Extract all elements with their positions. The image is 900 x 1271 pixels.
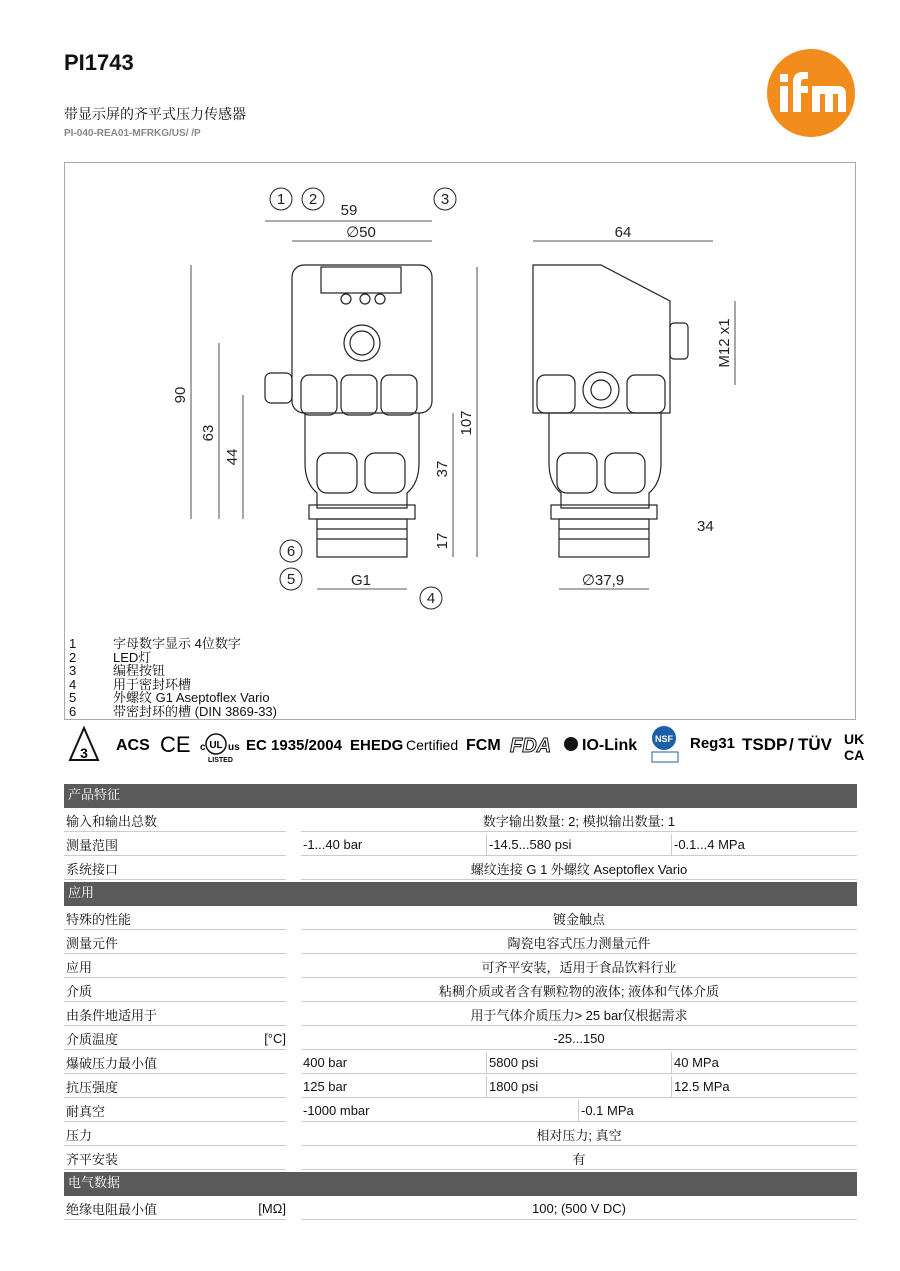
callout-3: 3 <box>440 191 450 208</box>
table-row: 输入和输出总数 数字输出数量: 2; 模拟输出数量: 1 <box>64 810 857 832</box>
specs-table <box>64 784 857 1222</box>
legend-row: 5 外螺纹 G1 Aseptoflex Vario <box>69 690 270 706</box>
table-row: 特殊的性能 镀金触点 <box>64 908 857 930</box>
dimension-drawing <box>64 162 856 720</box>
m12-connector-front <box>265 373 292 403</box>
dim-17: 17 <box>434 532 451 550</box>
reg31-logo: Reg31 <box>690 735 736 752</box>
ehedg-logo: EHEDG <box>350 737 404 754</box>
ukca-icon <box>844 731 864 763</box>
ifm-logo <box>766 48 856 138</box>
svg-text:IO-Link: IO-Link <box>582 737 638 754</box>
dim-g1: G1 <box>350 572 372 589</box>
table-row: 齐平安装 有 <box>64 1148 857 1170</box>
table-row: 介质温度 [°C] -25...150 <box>64 1028 857 1050</box>
table-row: 压力 相对压力; 真空 <box>64 1124 857 1146</box>
dim-m12: M12 x1 <box>716 318 733 368</box>
svg-text:us: us <box>228 742 240 753</box>
fda-logo: FDA <box>510 735 552 757</box>
table-row: 介质 粘稠介质或者含有颗粒物的液体; 液体和气体介质 <box>64 980 857 1002</box>
acs-logo: ACS <box>116 737 150 754</box>
tsdp-logo: TSDP <box>742 735 788 754</box>
dim-64: 64 <box>614 224 632 241</box>
table-row: 由条件地适用于 用于气体介质压力> 25 bar仅根据需求 <box>64 1004 857 1026</box>
svg-text:UK: UK <box>844 731 865 747</box>
dim-50: ∅50 <box>346 224 376 241</box>
dim-90: 90 <box>172 386 189 404</box>
side-housing <box>533 265 670 413</box>
product-subtitle: 带显示屏的齐平式压力传感器 <box>64 107 246 123</box>
legend-row: 6 带密封环的槽 (DIN 3869-33) <box>69 703 277 719</box>
svg-text:UL: UL <box>209 740 223 751</box>
table-row: 测量元件 陶瓷电容式压力测量元件 <box>64 932 857 954</box>
dim-37-9: ∅37,9 <box>581 572 625 589</box>
table-row: 应用 可齐平安装，适用于食品饮料行业 <box>64 956 857 978</box>
dim-63: 63 <box>200 424 217 442</box>
drawing-legend <box>69 637 277 719</box>
svg-text:c: c <box>200 742 206 753</box>
display-window <box>321 267 401 293</box>
table-row: 系统接口 螺纹连接 G 1 外螺纹 Aseptoflex Vario <box>64 858 857 880</box>
slash-mark: / <box>789 735 794 754</box>
ehedg-certified: Certified <box>406 737 459 753</box>
certification-logos <box>64 724 876 772</box>
3a-icon <box>70 728 98 761</box>
page-title: PI1743 <box>64 50 134 75</box>
legend-row: 3 编程按钮 <box>69 663 166 679</box>
callout-1: 1 <box>276 191 286 208</box>
ec-regulation: EC 1935/2004 <box>246 737 342 754</box>
svg-text:3: 3 <box>80 745 88 761</box>
article-number: PI-040-REA01-MFRKG/US/ /P <box>64 128 201 139</box>
nsf-icon <box>652 726 678 762</box>
section-header-electrical: 电气数据 <box>64 1172 857 1196</box>
table-row: 爆破压力最小值 400 bar 5800 psi 40 MPa <box>64 1052 857 1074</box>
dim-59: 59 <box>340 202 358 219</box>
svg-text:LISTED: LISTED <box>208 757 233 764</box>
legend-row: 2 LED灯 <box>69 649 152 665</box>
section-header-application: 应用 <box>64 882 857 906</box>
ce-logo: CE <box>160 732 191 757</box>
section-header-features: 产品特征 <box>64 784 857 808</box>
callout-6: 6 <box>286 543 296 560</box>
svg-text:NSF: NSF <box>655 734 673 744</box>
io-link-icon <box>564 737 637 754</box>
ul-listed-icon <box>200 734 240 764</box>
svg-text:CA: CA <box>844 747 865 763</box>
callout-2: 2 <box>308 191 318 208</box>
dim-107: 107 <box>458 410 475 436</box>
dim-37: 37 <box>434 460 451 478</box>
fcm-logo: FCM <box>466 737 501 754</box>
table-row: 抗压强度 125 bar 1800 psi 12.5 MPa <box>64 1076 857 1098</box>
legend-row: 4 用于密封环槽 <box>69 676 192 692</box>
table-row: 绝缘电阻最小值 [MΩ] 100; (500 V DC) <box>64 1198 857 1220</box>
table-row: 耐真空 -1000 mbar -0.1 MPa <box>64 1100 857 1122</box>
tuv-logo: TÜV <box>798 735 832 754</box>
dim-44: 44 <box>224 448 241 466</box>
legend-row: 1 字母数字显示 4位数字 <box>69 636 241 651</box>
callout-5: 5 <box>286 571 296 588</box>
table-row: 测量范围 -1...40 bar -14.5...580 psi -0.1...4 MPa <box>64 834 857 856</box>
callout-4: 4 <box>426 590 436 607</box>
front-housing <box>292 265 432 413</box>
dim-34: 34 <box>697 518 714 535</box>
